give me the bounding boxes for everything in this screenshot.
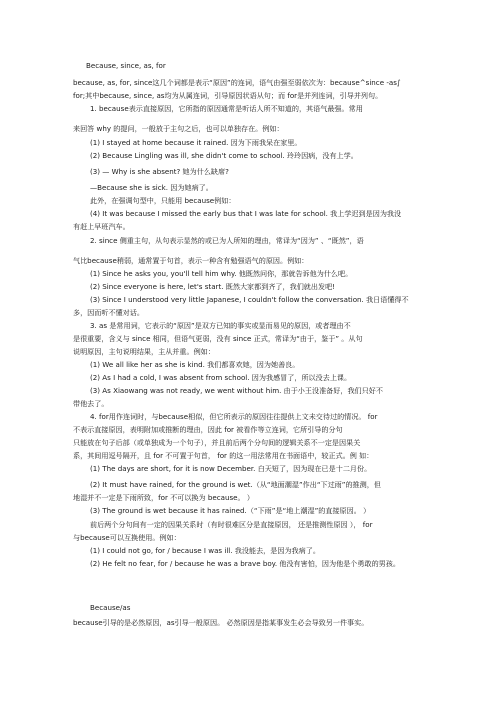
example-line: 地湿并不一定是下雨所致，for 不可以换为 because。 ） xyxy=(73,493,254,502)
section-2-line: because引导的是必然原因，as引导一般原因。 必然原因是指某事发生必会导致另一件事实。 xyxy=(73,618,369,627)
section-2-title: Because/as xyxy=(90,603,131,612)
intro-line-2: for;其中because, since, as均为从属连词，引导原因状语从句；而 for是并列连词，引导并列句。 xyxy=(73,91,383,100)
point-3-heading: 3. as 是常用词，它表示的“原因”是双方已知的事实或显而易见的原因，或者理由不 xyxy=(90,321,351,330)
example-line: (3) Since I understood very little Japanese, I couldn't follow the conversation. 我日语懂得不 xyxy=(90,295,409,304)
example-line: (2) Because Lingling was ill, she didn't come to school. 玲玲因病，没有上学。 xyxy=(90,151,358,160)
point-4-line: 系，其间用逗号隔开，且 for 不可置于句首， for 的这一用法常用在书面语中，较正式。例 如： xyxy=(73,451,374,460)
point-3-line: 是很重要，含义与 since 相同，但语气更弱，没有 since 正式，常译为“由于，鉴于” 。从句 xyxy=(73,334,363,343)
example-line: (2) It must have rained, for the ground is wet.（从“地面潮湿”作出“下过雨”的推测，但 xyxy=(90,480,381,489)
example-line: (2) As I had a cold, I was absent from school. 因为我感冒了，所以没去上课。 xyxy=(90,373,352,382)
example-line: (1) I could not go, for / because I was ill. 我没能去，是因为我病了。 xyxy=(90,546,320,555)
point-4-line: 只能放在句子后部（或单独成为一个句子），并且前后两个分句间的逻辑关系不一定是因果关 xyxy=(73,438,361,447)
intro-line-1: because, as, for, since这几个词都是表示“原因”的连词，语气由强至弱依次为：because^since -as∫ xyxy=(73,78,401,87)
point-1-continuation: 来回答 why 的提问，一般放于主句之后，也可以单独存在。例如： xyxy=(73,124,284,133)
example-line: (3) The ground is wet because it has rained.（“下雨”是“地上潮湿”的直接原因。 ） xyxy=(90,506,371,515)
example-line: (2) He felt no fear, for / because he was a brave boy. 他没有害怕，因为他是个勇敢的男孩。 xyxy=(90,559,400,568)
example-line: 有赶上早班汽车。 xyxy=(73,222,130,231)
point-2-heading: 2. since 侧重主句，从句表示显然的或已为人所知的理由，常译为“因为” 、“既然”，语 xyxy=(90,236,364,245)
example-line: (1) The days are short, for it is now December. 白天短了，因为现在已是十二月份。 xyxy=(90,464,372,473)
point-2-continuation: 气比because稍弱，通常置于句首，表示一种含有勉强语气的原因。例如： xyxy=(73,256,309,265)
point-3-line: 说明原因，主句说明结果，主从并重。例如： xyxy=(73,347,215,356)
note-line: 此外，在强调句型中，只能用 because例如： xyxy=(90,196,236,205)
example-line: (1) I stayed at home because it rained. 因为下雨我呆在家里。 xyxy=(90,138,302,147)
example-line: (4) It was because I missed the early bus that I was late for school. 我上学迟到是因为我没 xyxy=(90,209,402,218)
point-4-line: 不表示直接原因，表明附加或推断的理由，因此 for 被看作等立连词，它所引导的分句 xyxy=(73,425,343,434)
example-line: —Because she is sick. 因为她病了。 xyxy=(90,183,213,192)
example-line: (2) Since everyone is here, let's start. 既然大家都到齐了，我们就出发吧! xyxy=(90,282,336,291)
example-line: (1) Since he asks you, you'll tell him why. 他既然问你，那就告诉他为什么吧。 xyxy=(90,269,353,278)
point-4-heading: 4. for用作连词时，与because相似，但它所表示的原因往往提供上文未交待过的情况。 for xyxy=(90,412,378,421)
point-1-heading: 1. because表示直接原因，它所指的原因通常是听话人所不知道的，其语气最强。常用 xyxy=(90,104,363,113)
example-line: 带他去了。 xyxy=(73,399,109,408)
example-line: (3) — Why is she absent? 她为什么缺席? xyxy=(90,167,229,176)
point-5-line: 与because可以互换使用。例如： xyxy=(73,533,181,542)
point-5-line: 前后两个分句间有一定的因果关系时（有时很难区分是直接原因， 还是推测性原因 ）， for xyxy=(90,520,373,529)
document-title: Because, since, as, for xyxy=(86,61,166,70)
example-line: (1) We all like her as she is kind. 我们都喜欢她，因为她善良。 xyxy=(90,360,300,369)
example-line: 多，因而听不懂对话。 xyxy=(73,308,144,317)
example-line: (3) As Xiaowang was not ready, we went without him. 由于小王没准备好，我们只好不 xyxy=(90,386,383,395)
